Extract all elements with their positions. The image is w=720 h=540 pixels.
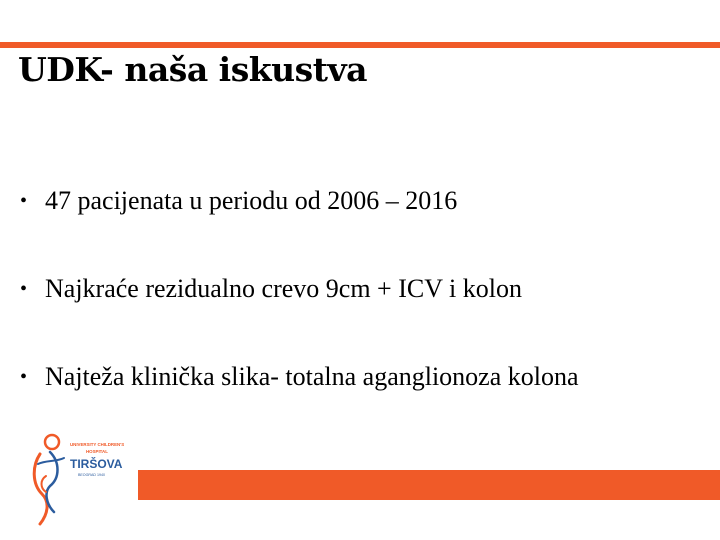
bullet-text: Najteža klinička slika- totalna aganglionoza kolona — [45, 362, 579, 391]
bullet-list — [20, 180, 710, 444]
child-figure-icon — [34, 435, 64, 524]
logo-name: TIRŠOVA — [70, 457, 123, 471]
hospital-logo — [26, 432, 144, 528]
slide-title: UDK- naša iskustva — [18, 50, 368, 89]
logo-line2: HOSPITAL — [86, 449, 108, 454]
bottom-accent-bar — [138, 470, 720, 500]
logo-line1: UNIVERSITY CHILDREN'S — [70, 442, 125, 447]
bullet-marker: • — [20, 190, 28, 212]
bullet-marker: • — [20, 278, 28, 300]
bullet-item — [20, 180, 710, 222]
logo-subline: BEOGRAD 1940 — [78, 473, 105, 477]
bullet-item — [20, 268, 710, 310]
bullet-text: Najkraće rezidualno crevo 9cm + ICV i kolon — [45, 274, 522, 303]
top-accent-bar — [0, 42, 720, 48]
bullet-text: 47 pacijenata u periodu od 2006 – 2016 — [45, 186, 458, 215]
bullet-item — [20, 356, 710, 398]
bullet-marker: • — [20, 366, 28, 388]
